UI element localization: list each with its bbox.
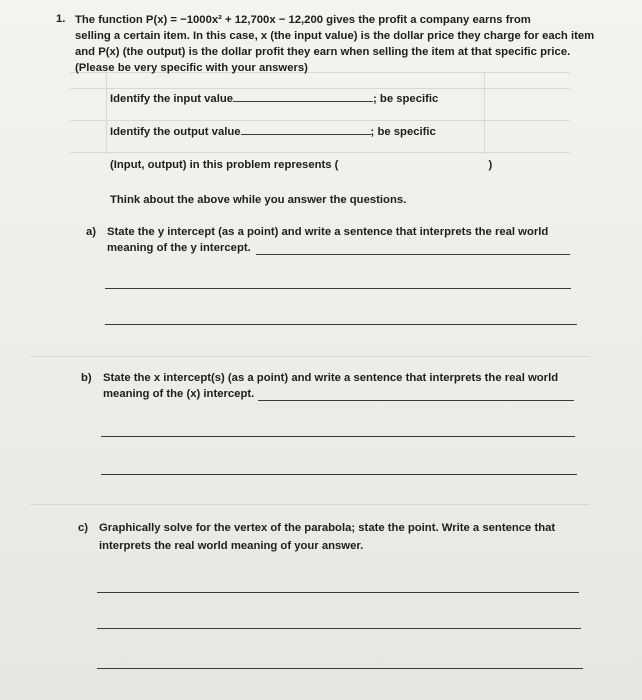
show-through-line xyxy=(106,72,107,154)
intro-line-1: The function P(x) = −1000x² + 12,700x − 12,200 gives the profit a company earns from xyxy=(75,14,531,26)
output-answer-blank[interactable] xyxy=(241,134,371,135)
intro-line-2: selling a certain item. In this case, x (the input value) is the dollar price they charge for each item xyxy=(75,30,595,42)
part-a-answer-line[interactable] xyxy=(105,324,577,325)
part-c-label: c) xyxy=(78,522,89,534)
show-through-line xyxy=(70,152,570,153)
part-c-line-2: interprets the real world meaning of your answer. xyxy=(99,540,364,552)
part-a-line-1: State the y intercept (as a point) and write a sentence that interprets the real world xyxy=(107,226,549,238)
part-a-label: a) xyxy=(86,226,97,238)
part-a-line-2: meaning of the y intercept. xyxy=(107,242,251,254)
part-b-line-2: meaning of the (x) intercept. xyxy=(103,388,255,400)
part-b-answer-line[interactable] xyxy=(101,474,577,475)
identify-output-suffix: ; be specific xyxy=(370,126,436,138)
input-answer-blank[interactable] xyxy=(233,101,373,102)
show-through-line xyxy=(70,120,570,121)
intro-line-4: (Please be very specific with your answers) xyxy=(75,62,308,74)
question-number: 1. xyxy=(56,13,66,25)
part-c-line-1: Graphically solve for the vertex of the parabola; state the point. Write a sentence that xyxy=(99,522,556,534)
pair-suffix: ) xyxy=(488,159,493,171)
part-b-line-1: State the x intercept(s) (as a point) and write a sentence that interprets the real world xyxy=(103,372,559,384)
identify-output-text: Identify the output value xyxy=(110,126,241,138)
part-c-answer-line[interactable] xyxy=(97,668,583,669)
part-a-answer-line[interactable] xyxy=(105,288,571,289)
show-through-line xyxy=(30,504,590,505)
identify-input-text: Identify the input value xyxy=(110,93,234,105)
part-c-answer-line[interactable] xyxy=(97,628,581,629)
intro-line-3: and P(x) (the output) is the dollar profit they earn when selling the item at that specific price. xyxy=(75,46,571,58)
part-a-answer-line[interactable] xyxy=(256,254,570,255)
part-b-label: b) xyxy=(81,372,92,384)
input-output-pair xyxy=(110,157,492,173)
identify-input-label xyxy=(110,91,438,107)
show-through-line xyxy=(30,356,590,357)
show-through-line xyxy=(484,72,485,154)
part-c-answer-line[interactable] xyxy=(97,592,579,593)
think-instruction: Think about the above while you answer the questions. xyxy=(110,194,407,206)
identify-input-suffix: ; be specific xyxy=(373,93,439,105)
part-b-answer-line[interactable] xyxy=(101,436,575,437)
pair-prefix: (Input, output) in this problem represents ( xyxy=(110,159,339,171)
show-through-line xyxy=(70,88,570,89)
identify-output-label xyxy=(110,124,436,140)
part-b-answer-line[interactable] xyxy=(258,400,574,401)
